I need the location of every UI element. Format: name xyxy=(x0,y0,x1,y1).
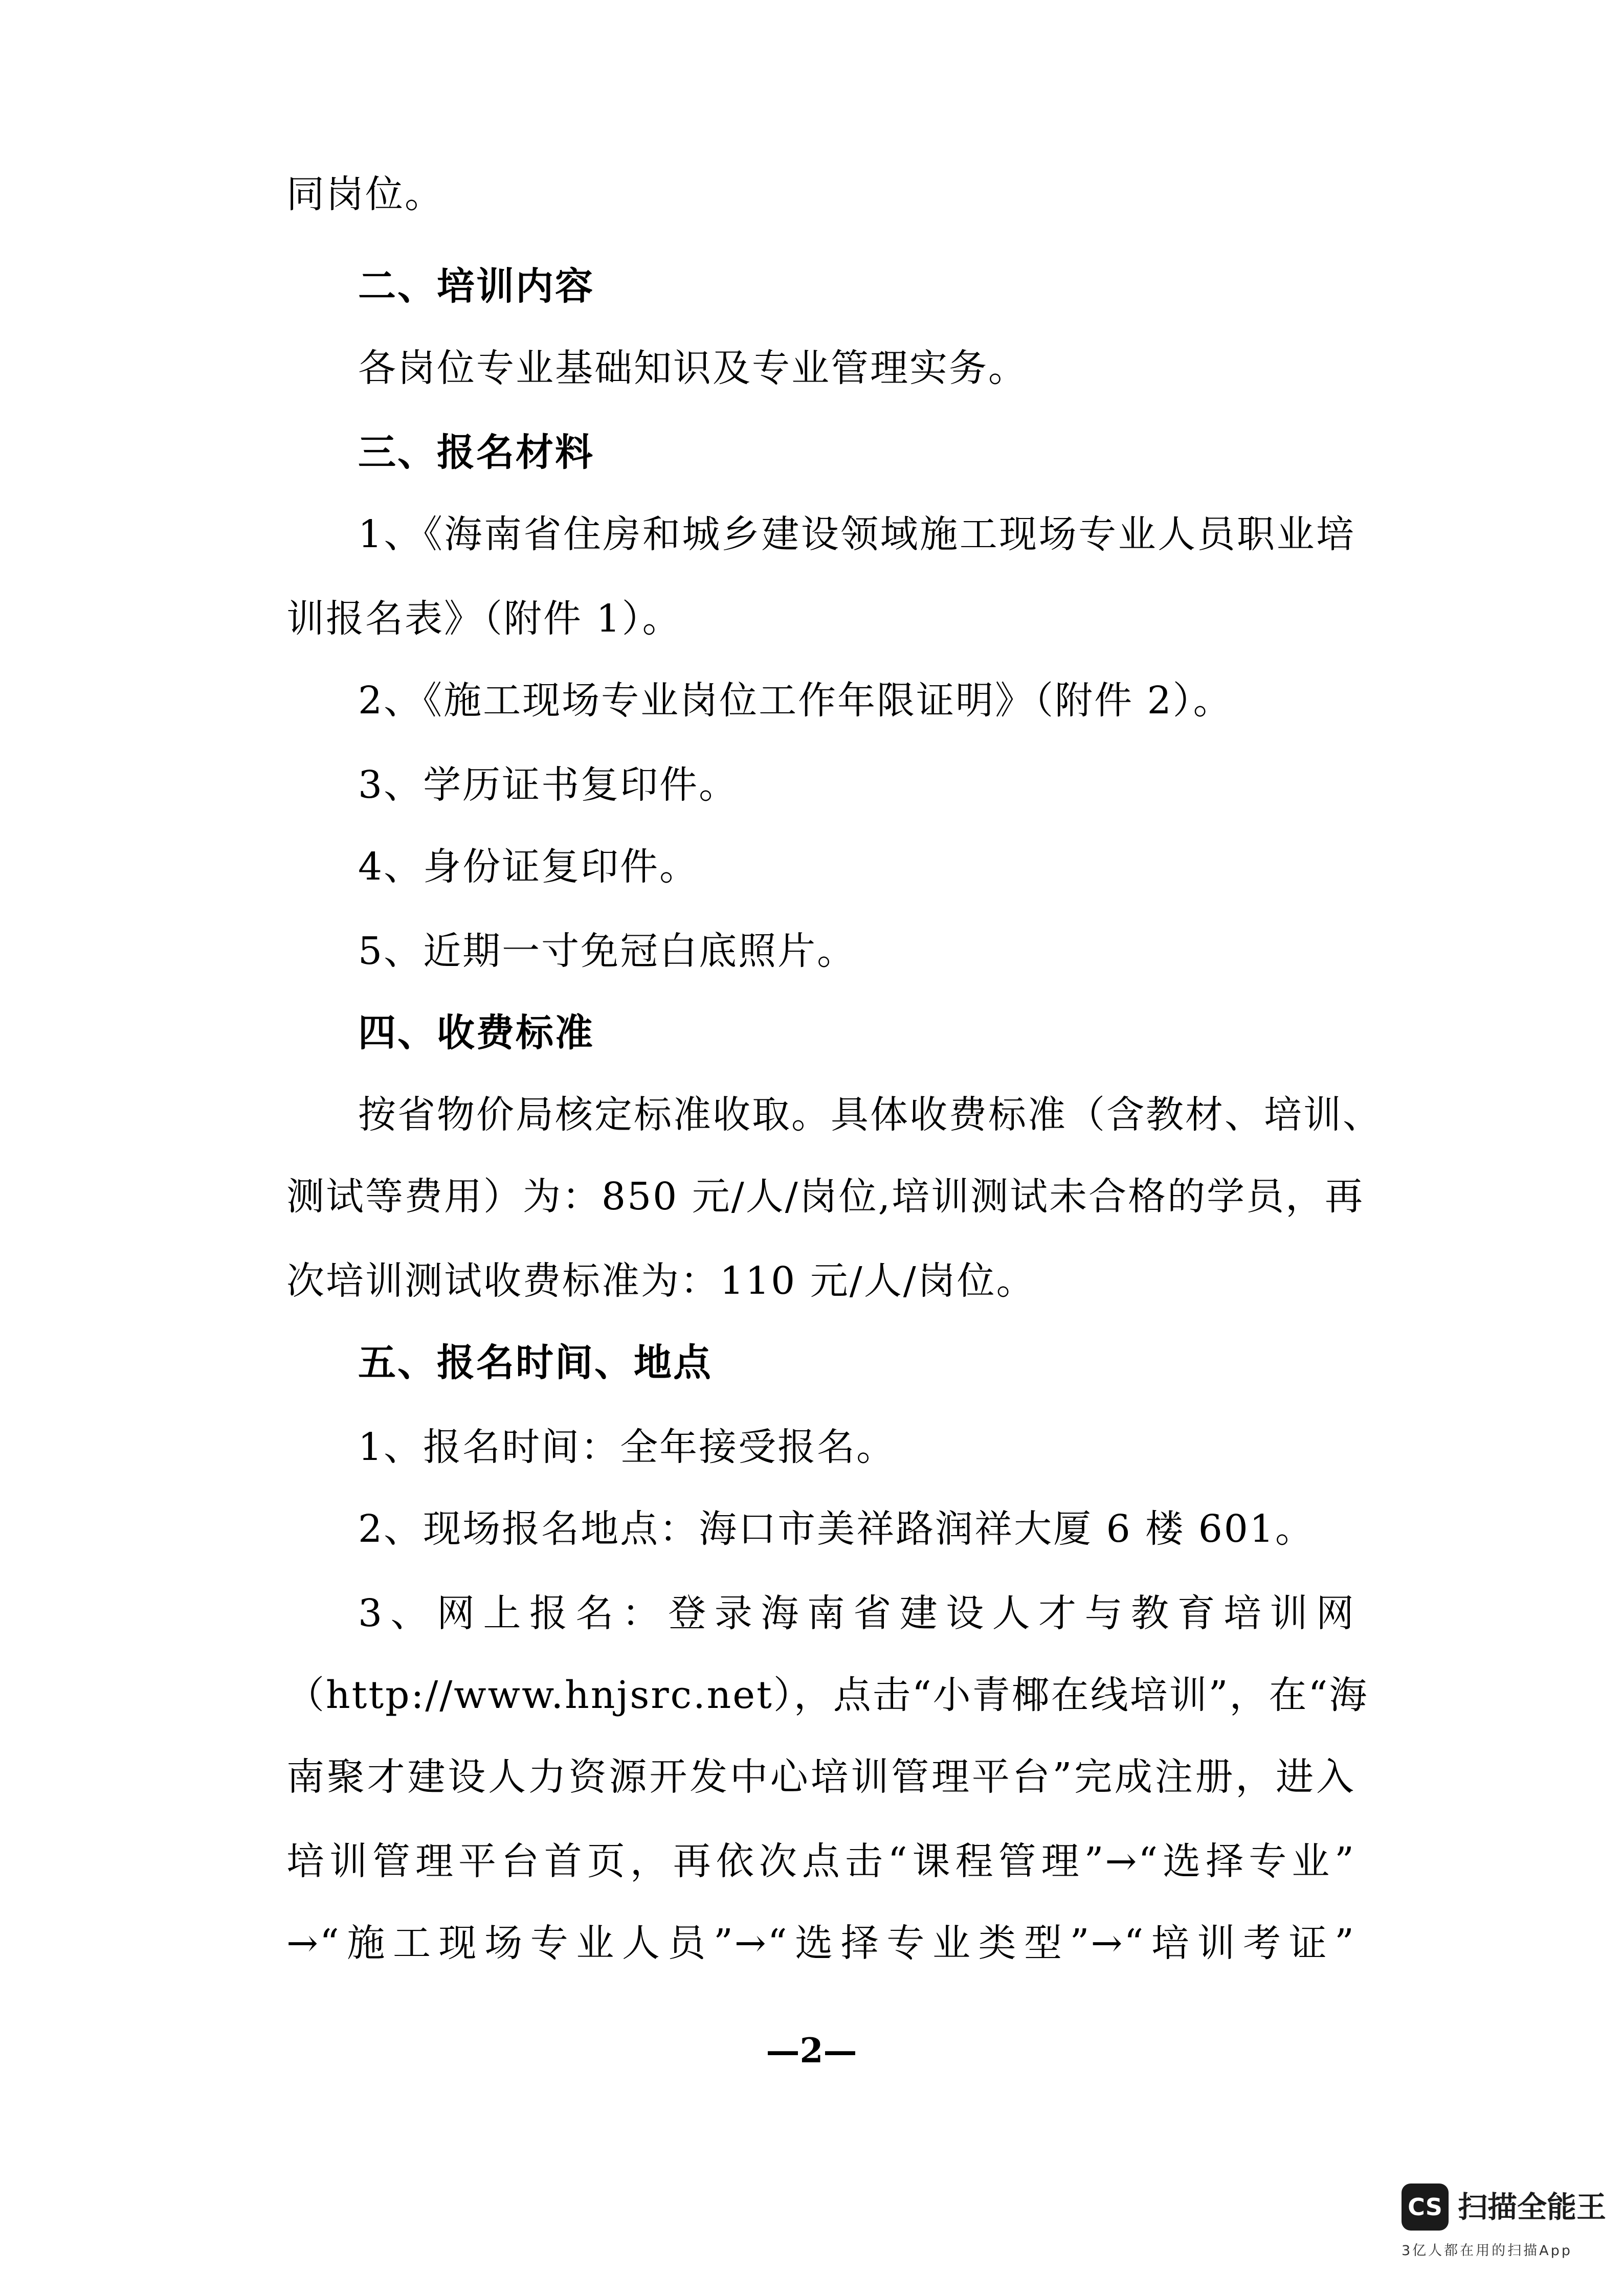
text-line: 3、网上报名：登录海南省建设人才与教育培训网 xyxy=(358,1591,1355,1635)
text-line: →“施工现场专业人员”→“选择专业类型”→“培训考证” xyxy=(286,1921,1355,1965)
text-line: 5、近期一寸免冠白底照片。 xyxy=(358,929,857,973)
scanner-watermark xyxy=(1402,2184,1606,2281)
text-line: 2、现场报名地点：海口市美祥路润祥大厦 6 楼 601。 xyxy=(358,1507,1315,1551)
text-line: 南聚才建设人力资源开发中心培训管理平台”完成注册，进入 xyxy=(286,1755,1355,1799)
text-line: 1、报名时间：全年接受报名。 xyxy=(358,1425,896,1469)
section-heading: 三、报名材料 xyxy=(358,431,594,475)
text-line: 培训管理平台首页，再依次点击“课程管理”→“选择专业” xyxy=(286,1839,1355,1883)
camscanner-logo-icon: CS xyxy=(1402,2184,1449,2231)
watermark-tagline: 3亿人都在用的扫描App xyxy=(1402,2243,1572,2259)
text-line: 按省物价局核定标准收取。具体收费标准（含教材、培训、 xyxy=(358,1093,1382,1137)
section-heading: 四、收费标准 xyxy=(358,1011,594,1055)
text-line: 2、《施工现场专业岗位工作年限证明》（附件 2）。 xyxy=(358,679,1233,723)
text-line: 1、《海南省住房和城乡建设领域施工现场专业人员职业培 xyxy=(358,512,1355,556)
section-heading: 五、报名时间、地点 xyxy=(358,1341,713,1385)
text-line: 3、学历证书复印件。 xyxy=(358,763,739,807)
text-line: 同岗位。 xyxy=(286,172,444,216)
text-line: 测试等费用）为：850 元/人/岗位,培训测试未合格的学员，再 xyxy=(286,1175,1365,1219)
section-heading: 二、培训内容 xyxy=(358,264,594,308)
text-line: 各岗位专业基础知识及专业管理实务。 xyxy=(358,346,1028,390)
text-line: 训报名表》（附件 1）。 xyxy=(286,597,682,641)
text-line: 次培训测试收费标准为：110 元/人/岗位。 xyxy=(286,1259,1036,1303)
page-number: —2— xyxy=(766,2031,857,2070)
text-line: 4、身份证复印件。 xyxy=(358,845,699,889)
text-line: （http://www.hnjsrc.net），点击“小青椰在线培训”，在“海 xyxy=(286,1673,1369,1717)
watermark-app-name: 扫描全能王 xyxy=(1458,2190,1607,2224)
